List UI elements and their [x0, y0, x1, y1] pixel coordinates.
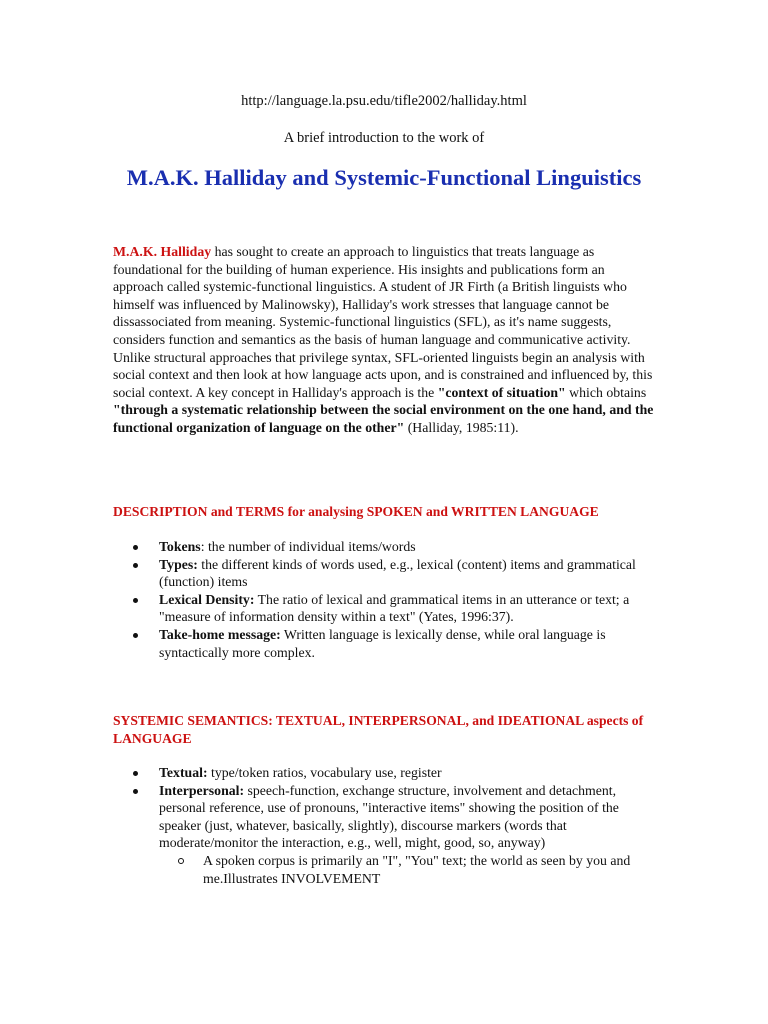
term-label: Tokens [159, 539, 201, 554]
term-text: : the number of individual items/words [200, 539, 416, 554]
sub-list [159, 852, 653, 887]
halliday-name: M.A.K. Halliday [113, 244, 212, 259]
list-item [113, 591, 653, 626]
term-label: Lexical Density: [159, 591, 255, 607]
paragraph-text-3: (Halliday, 1985:11). [404, 419, 519, 435]
paragraph-text-1: has sought to create an approach to linguistics that treats language as foundational for the building of human experience. His insights and publications form an approach called systemic-functional linguistics. A student of JR Firth (a British linguists who himself was influenced by Malinowsky), Halliday's work stresses that language cannot be dissassociated from meaning. Systemic-functional linguistics (SFL), as it's name suggests, considers function and semantics as the basis of human language and communicative activity. Unlike structural approaches that privilege syntax, SFL-oriented linguists begin an analysis with social context and then look at how language acts upon, and is constrained and influenced by, this social context. A key concept in Halliday's approach is the [113, 244, 653, 400]
page-title: M.A.K. Halliday and Systemic-Functional Linguistics [126, 165, 642, 190]
intro-line: A brief introduction to the work of [283, 130, 485, 146]
intro-paragraph [113, 243, 658, 437]
source-url: http://language.la.psu.edu/tifle2002/halliday.html [241, 93, 527, 109]
list-item [113, 764, 653, 782]
list-item [113, 626, 653, 661]
sub-list-item: A spoken corpus is primarily an "I", "You" text; the world as seen by you and me.Illustrates INVOLVEMENT [159, 852, 653, 887]
term-text: the different kinds of words used, e.g., lexical (content) items and grammatical (function) items [159, 556, 636, 590]
list-item [113, 782, 653, 888]
section-heading-semantics: SYSTEMIC SEMANTICS: TEXTUAL, INTERPERSONAL, and IDEATIONAL aspects of LANGUAGE [113, 713, 644, 746]
term-label: Take-home message: [159, 626, 281, 642]
paragraph-bold-2: "through a systematic relationship between the social environment on the one hand, and the functional organization of language on the other" [113, 402, 654, 435]
term-text: The ratio of lexical and grammatical items in an utterance or text; a "measure of information density within a text" (Yates, 1996:37). [159, 591, 630, 625]
semantics-list [113, 764, 653, 887]
term-text: type/token ratios, vocabulary use, register [207, 765, 442, 780]
list-item [113, 538, 653, 556]
term-label: Interpersonal: [159, 782, 245, 798]
paragraph-bold-1: "context of situation" [437, 384, 566, 400]
term-text: speech-function, exchange structure, involvement and detachment, personal reference, use of pronouns, "interactive items" showing the position of the speaker (just, whatever, basically, slightly), discourse markers (words that moderate/monitor the interaction, e.g., well, might, good, so, anyway) [159, 782, 619, 851]
term-text: Written language is lexically dense, while oral language is syntactically more complex. [159, 626, 606, 660]
terms-list [113, 538, 653, 661]
section-heading-description: DESCRIPTION and TERMS for analysing SPOKEN and WRITTEN LANGUAGE [113, 504, 599, 519]
term-label: Types: [159, 556, 198, 572]
term-label: Textual: [159, 765, 208, 780]
list-item [113, 556, 653, 591]
paragraph-text-2: which obtains [565, 384, 647, 400]
